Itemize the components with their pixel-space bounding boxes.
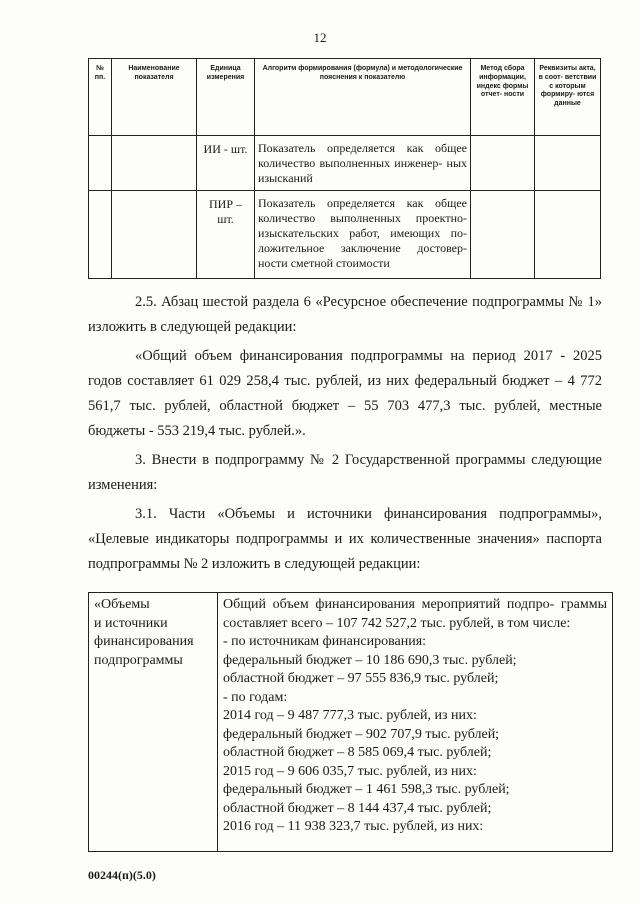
- header-algorithm: Алгоритм формирования (формула) и методологические пояснения к показателю: [255, 59, 471, 136]
- document-code: 00244(п)(5.0): [88, 868, 156, 882]
- cell-unit: ПИР – шт.: [197, 191, 255, 279]
- funding-line: федеральный бюджет – 10 186 690,3 тыс. рублей;: [223, 652, 517, 668]
- cell-unit: ИИ - шт.: [197, 136, 255, 191]
- paragraph-3-1: 3.1. Части «Объемы и источники финансирования подпрограммы», «Целевые индикаторы подпрограммы и их количественные значения» паспорта подпрограммы № 2 изложить в следующей редакции:: [88, 506, 602, 572]
- paragraph-3: 3. Внести в подпрограмму № 2 Государственной программы следующие изменения:: [88, 452, 602, 493]
- cell-requisites: [535, 136, 601, 191]
- funding-table: [88, 592, 613, 852]
- funding-line: 2014 год – 9 487 777,3 тыс. рублей, из них:: [223, 708, 477, 723]
- funding-line: 2016 год – 11 938 323,7 тыс. рублей, из них:: [223, 819, 484, 834]
- funding-total: Общий объем финансирования мероприятий подпро- граммы составляет всего – 107 742 527,2 тыс. рублей, в том числе:: [223, 597, 607, 631]
- funding-label-cell: [89, 593, 218, 852]
- cell-algorithm: Показатель определяется как общее количество выполненных проектно- изыскательских работ, имеющих по- ложительное заключение достовер- ности сметной стоимости: [255, 191, 471, 279]
- funding-line: 2015 год – 9 606 035,7 тыс. рублей, из них:: [223, 763, 477, 779]
- table-header-row: [89, 59, 601, 136]
- header-name: Наименование показателя: [112, 59, 197, 136]
- funding-content-cell: [218, 593, 613, 852]
- cell-requisites: [535, 191, 601, 279]
- header-unit: Единица измерения: [197, 59, 255, 136]
- funding-line: федеральный бюджет – 1 461 598,3 тыс. рублей;: [223, 782, 510, 797]
- funding-line: областной бюджет – 8 144 437,4 тыс. рублей;: [223, 800, 492, 816]
- cell-name: [112, 136, 197, 191]
- table-row: [89, 136, 601, 191]
- cell-method: [471, 136, 535, 191]
- paragraph-2-5: 2.5. Абзац шестой раздела 6 «Ресурсное обеспечение подпрограммы № 1» изложить в следующей редакции:: [88, 294, 602, 335]
- table-row: [89, 191, 601, 279]
- funding-line: - по источникам финансирования:: [223, 634, 427, 649]
- cell-method: [471, 191, 535, 279]
- header-num: № пп.: [89, 59, 112, 136]
- funding-line: - по годам:: [223, 689, 288, 705]
- funding-line: федеральный бюджет – 902 707,9 тыс. рублей;: [223, 726, 500, 742]
- cell-name: [112, 191, 197, 279]
- funding-row: [89, 593, 613, 852]
- funding-label-line: подпрограммы: [94, 652, 183, 668]
- page-number: 12: [313, 30, 327, 45]
- paragraph-funding-quote: «Общий объем финансирования подпрограммы на период 2017 - 2025 годов составляет 61 029 258,4 тыс. рублей, из них федеральный бюджет – 4 772 561,7 тыс. рублей, областной бюджет – 55 703 477,3 тыс. рублей, местные бюджеты - 553 219,4 тыс. рублей.».: [88, 348, 602, 439]
- funding-line: областной бюджет – 97 555 836,9 тыс. рублей;: [223, 671, 499, 686]
- cell-num: [89, 191, 112, 279]
- cell-algorithm: Показатель определяется как общее количество выполненных инженер- ных изысканий: [255, 136, 471, 191]
- header-requisites: Реквизиты акта, в соот- ветствии с которым формиру- ются данные: [535, 59, 601, 136]
- cell-num: [89, 136, 112, 191]
- funding-label-line: «Объемы: [94, 597, 150, 612]
- funding-line: областной бюджет – 8 585 069,4 тыс. рублей;: [223, 745, 492, 760]
- header-method: Метод сбора информации, индекс формы отчет- ности: [471, 59, 535, 136]
- funding-label-line: и источники: [94, 615, 168, 631]
- funding-label-line: финансирования: [94, 634, 194, 649]
- indicators-table: [88, 58, 601, 279]
